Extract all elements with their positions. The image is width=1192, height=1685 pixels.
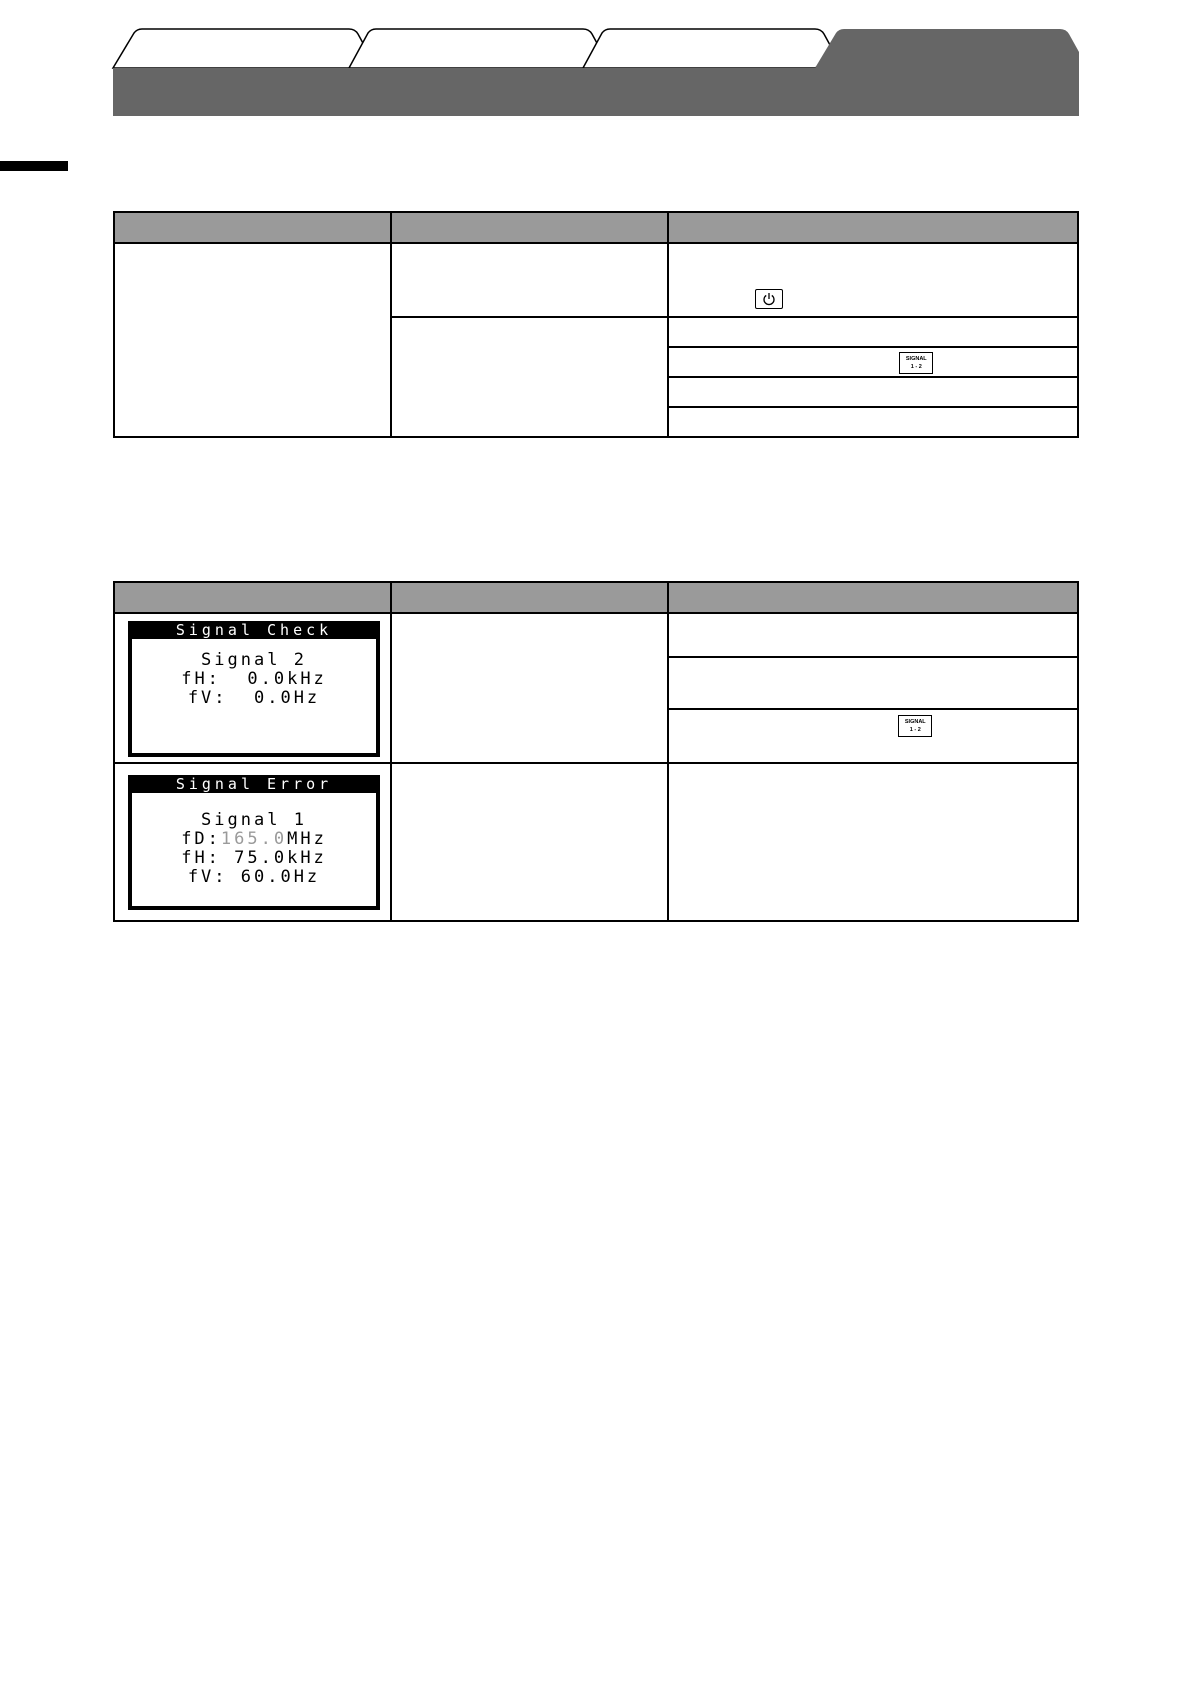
signal-key-label: SIGNAL bbox=[904, 719, 926, 725]
osd-body bbox=[132, 793, 376, 906]
header-remedy bbox=[668, 582, 1078, 613]
osd-title: Signal Check bbox=[175, 621, 333, 639]
remedy-cell bbox=[668, 377, 1078, 407]
tab-4-active[interactable] bbox=[815, 29, 1079, 68]
osd-title: Signal Error bbox=[175, 775, 333, 793]
remedy-cell bbox=[668, 407, 1078, 437]
remedy-cell bbox=[668, 709, 1078, 763]
cause-cell bbox=[391, 613, 668, 763]
tab-3[interactable] bbox=[583, 29, 836, 68]
tab-2[interactable] bbox=[349, 29, 604, 68]
remedy-cell bbox=[668, 763, 1078, 921]
language-marker bbox=[0, 161, 68, 171]
trouble-table-1 bbox=[113, 211, 1079, 438]
table-row bbox=[114, 243, 1078, 317]
osd-fh-line: fH: 0.0kHz bbox=[181, 669, 327, 689]
table-header-row bbox=[114, 212, 1078, 243]
osd-fd-unit: MHz bbox=[287, 829, 327, 849]
header-bar bbox=[113, 68, 1079, 116]
header-cause bbox=[391, 212, 668, 243]
osd-signal-line: Signal 2 bbox=[201, 650, 307, 670]
chapter-tabs bbox=[0, 0, 1192, 120]
signal-check-screen bbox=[128, 621, 380, 757]
header-problem bbox=[114, 212, 391, 243]
osd-body bbox=[132, 639, 376, 753]
osd-signal-line: Signal 1 bbox=[201, 810, 307, 830]
osd-fd-line bbox=[132, 830, 376, 849]
cause-cell bbox=[391, 317, 668, 437]
signal-key-icon bbox=[898, 715, 932, 737]
cause-cell bbox=[391, 243, 668, 317]
signal-key-label: SIGNAL bbox=[905, 356, 927, 362]
signal-key-icon bbox=[899, 352, 933, 374]
power-symbol bbox=[762, 292, 776, 306]
tab-1[interactable] bbox=[113, 29, 370, 68]
signal-key-sublabel: 1 - 2 bbox=[909, 727, 921, 733]
trouble-table-2 bbox=[113, 581, 1079, 922]
power-key-icon bbox=[755, 289, 783, 309]
table-row bbox=[114, 613, 1078, 657]
remedy-cell bbox=[668, 613, 1078, 657]
osd-fh-line: fH: 75.0kHz bbox=[181, 848, 327, 868]
osd-fv-line: fV: 60.0Hz bbox=[187, 867, 321, 887]
signal-key-sublabel: 1 - 2 bbox=[910, 364, 922, 370]
osd-fv-line: fV: 0.0Hz bbox=[187, 688, 321, 708]
header-cause bbox=[391, 582, 668, 613]
problem-cell bbox=[114, 243, 391, 437]
osd-fd-label: fD: bbox=[181, 829, 221, 849]
remedy-cell bbox=[668, 347, 1078, 377]
remedy-cell bbox=[668, 657, 1078, 709]
table-row bbox=[114, 763, 1078, 921]
problem-cell bbox=[114, 613, 391, 763]
cause-cell bbox=[391, 763, 668, 921]
remedy-cell bbox=[668, 317, 1078, 347]
header-problem bbox=[114, 582, 391, 613]
table-header-row bbox=[114, 582, 1078, 613]
signal-error-screen bbox=[128, 775, 380, 910]
header-remedy bbox=[668, 212, 1078, 243]
problem-cell bbox=[114, 763, 391, 921]
remedy-cell bbox=[668, 243, 1078, 317]
osd-fd-value: 165.0 bbox=[220, 829, 288, 849]
